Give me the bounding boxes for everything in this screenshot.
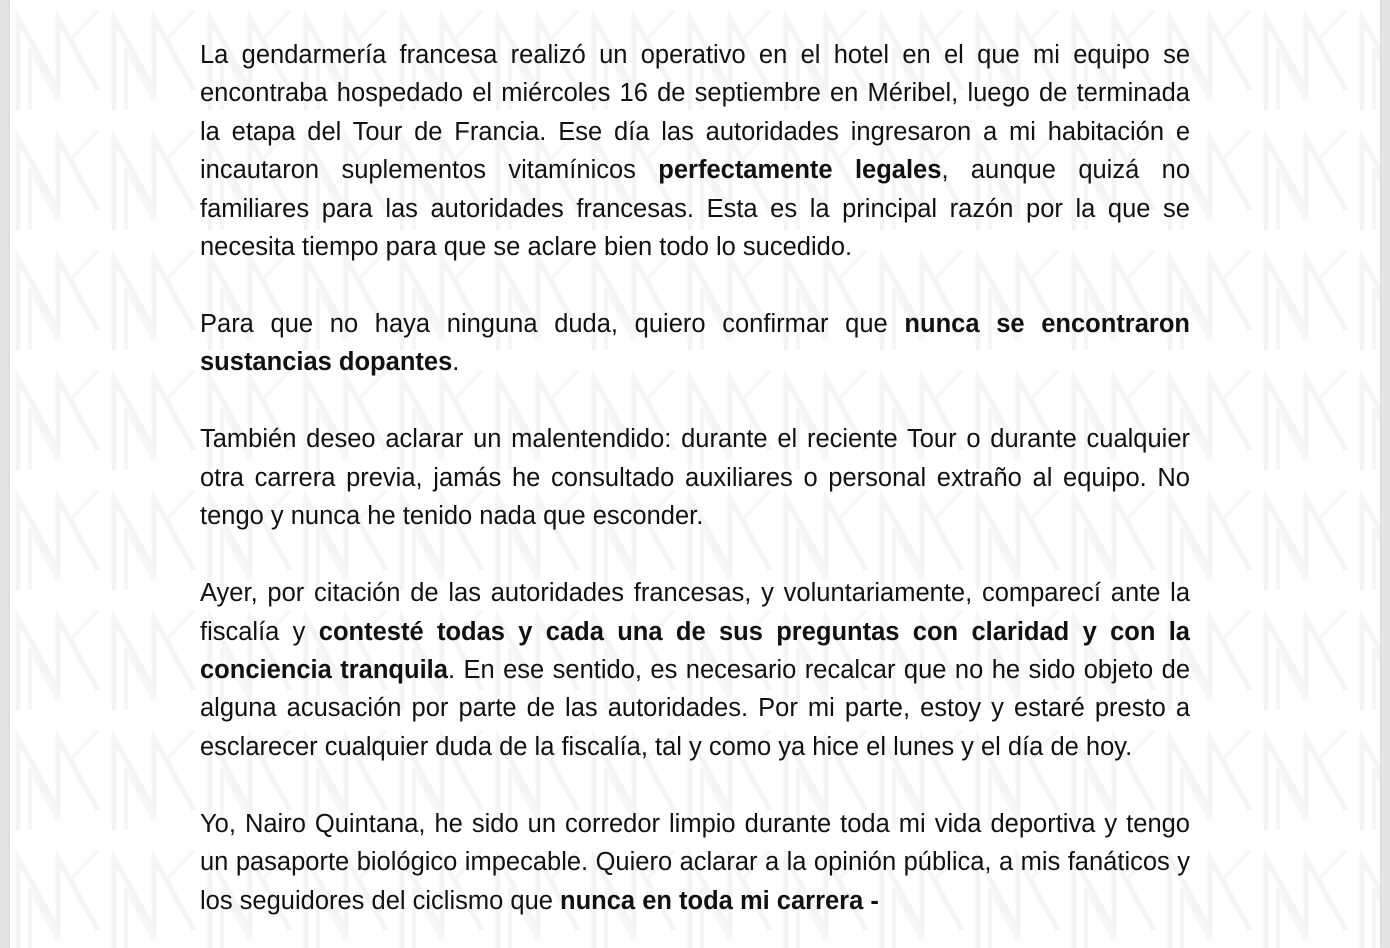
paragraph: Ayer, por citación de las autoridades francesas, y voluntariamente, comparecí ante la fiscalía y contesté todas y cada una de sus preguntas con claridad y con la conciencia tranquila. En ese sentido, es necesario recalcar que no he sido objeto de alguna acusación por parte de las autoridades. Por mi parte, estoy y estaré presto a esclarecer cualquier duda de la fiscalía, tal y como ya hice el lunes y el día de hoy. [200, 579, 1190, 761]
document-page [10, 0, 1380, 948]
statement-body [200, 36, 1190, 948]
paragraph: También deseo aclarar un malentendido: durante el reciente Tour o durante cualquier otra carrera previa, jamás he consultado auxiliares o personal extraño al equipo. No tengo y nunca he tenido nada que esconder. [200, 425, 1190, 531]
paragraph: Yo, Nairo Quintana, he sido un corredor limpio durante toda mi vida deportiva y tengo un pasaporte biológico impecable. Quiero aclarar a la opinión pública, a mis fanáticos y los seguidores del ciclismo que nunca en toda mi carrera - [200, 809, 1190, 915]
paragraph: Para que no haya ninguna duda, quiero confirmar que nunca se encontraron sustancias dopantes. [200, 310, 1190, 377]
paragraph: La gendarmería francesa realizó un operativo en el hotel en el que mi equipo se encontraba hospedado el miércoles 16 de septiembre en Méribel, luego de terminada la etapa del Tour de Francia. Ese día las autoridades ingresaron a mi habitación e incautaron suplementos vitamínicos perfectamente legales, aunque quizá no familiares para las autoridades francesas. Esta es la principal razón por la que se necesita tiempo para que se aclare bien todo lo sucedido. [200, 41, 1191, 262]
